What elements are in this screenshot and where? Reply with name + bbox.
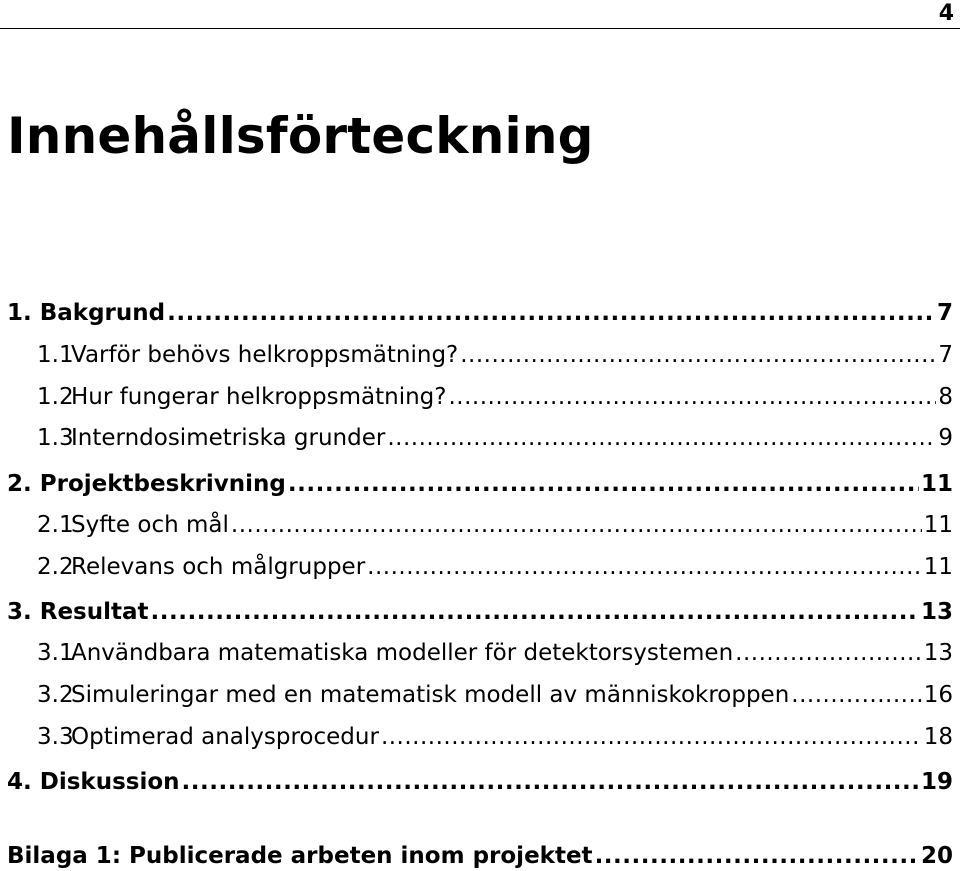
- toc-entry-number: 1.1: [37, 342, 74, 368]
- toc-entry-label: Optimerad analysprocedur: [71, 724, 379, 750]
- toc-entry-page: 18: [923, 724, 953, 750]
- toc-entry-anvandbara-modeller[interactable]: [7, 638, 953, 668]
- toc-entry-label: Bakgrund: [39, 300, 166, 326]
- dot-leader: [288, 469, 919, 499]
- toc-entry-label: Projektbeskrivning: [39, 471, 286, 497]
- dot-leader: [735, 638, 922, 668]
- toc-entry-label: Diskussion: [39, 769, 180, 795]
- dot-leader: [381, 722, 922, 752]
- toc-entry-page: 13: [920, 599, 953, 625]
- toc-entry-bilaga-1[interactable]: [7, 841, 953, 871]
- toc-entry-label: Varför behövs helkroppsmätning?: [71, 342, 459, 368]
- toc-entry-relevans[interactable]: [7, 552, 953, 582]
- toc-entry-label: Interndosimetriska grunder: [71, 425, 386, 451]
- toc-entry-page: 8: [938, 384, 953, 410]
- dot-leader: [182, 767, 919, 797]
- toc-entry-label: Publicerade arbeten inom projektet: [129, 843, 593, 869]
- dot-leader: [460, 340, 936, 370]
- toc-entry-number: 4.: [7, 769, 32, 795]
- toc-entry-number: Bilaga 1:: [7, 843, 122, 869]
- toc-entry-label: Användbara matematiska modeller för detektorsystemen: [71, 640, 734, 666]
- toc-entry-resultat[interactable]: [7, 597, 953, 627]
- page-number: 4: [938, 1, 954, 26]
- toc-entry-number: 3.2: [37, 682, 74, 708]
- toc-entry-hur-fungerar[interactable]: [7, 382, 953, 412]
- toc-entry-interndosimetriska[interactable]: [7, 423, 953, 453]
- toc-entry-page: 11: [923, 554, 953, 580]
- toc-entry-number: 1.3: [37, 425, 74, 451]
- toc-entry-number: 3.: [7, 599, 32, 625]
- toc-entry-label: Resultat: [39, 599, 149, 625]
- toc-entry-label: Syfte och mål: [71, 512, 229, 538]
- toc-entry-projektbeskrivning[interactable]: [7, 469, 953, 499]
- toc-entry-page: 16: [923, 682, 953, 708]
- toc-entry-diskussion[interactable]: [7, 767, 953, 797]
- toc-entry-page: 7: [936, 300, 953, 326]
- toc-entry-bakgrund[interactable]: [7, 298, 953, 328]
- dot-leader: [791, 680, 921, 710]
- toc-entry-label: Relevans och målgrupper: [71, 554, 366, 580]
- toc-entry-number: 3.3: [37, 724, 74, 750]
- toc-entry-number: 3.1: [37, 640, 74, 666]
- toc-entry-simuleringar[interactable]: [7, 680, 953, 710]
- dot-leader: [595, 841, 919, 871]
- dot-leader: [167, 298, 935, 328]
- dot-leader: [367, 552, 922, 582]
- table-of-contents: [7, 0, 953, 871]
- toc-entry-label: Simuleringar med en matematisk modell av människokroppen: [71, 682, 790, 708]
- toc-entry-page: 20: [920, 843, 953, 869]
- toc-entry-syfte-och-mal[interactable]: [7, 510, 953, 540]
- dot-leader: [231, 510, 922, 540]
- toc-entry-number: 2.2: [37, 554, 74, 580]
- toc-entry-page: 9: [938, 425, 953, 451]
- toc-entry-optimerad-analysprocedur[interactable]: [7, 722, 953, 752]
- toc-entry-page: 11: [923, 512, 953, 538]
- toc-entry-number: 1.: [7, 300, 32, 326]
- toc-entry-number: 1.2: [37, 384, 74, 410]
- dot-leader: [151, 597, 919, 627]
- toc-entry-number: 2.1: [37, 512, 74, 538]
- toc-entry-varfor-behovs[interactable]: [7, 340, 953, 370]
- toc-entry-number: 2.: [7, 471, 32, 497]
- toc-title: Innehållsförteckning: [7, 107, 594, 165]
- toc-entry-page: 19: [920, 769, 953, 795]
- toc-entry-page: 7: [938, 342, 953, 368]
- toc-entry-page: 11: [920, 471, 953, 497]
- toc-entry-page: 13: [923, 640, 953, 666]
- dot-leader: [387, 423, 936, 453]
- toc-entry-label: Hur fungerar helkroppsmätning?: [71, 384, 447, 410]
- dot-leader: [448, 382, 936, 412]
